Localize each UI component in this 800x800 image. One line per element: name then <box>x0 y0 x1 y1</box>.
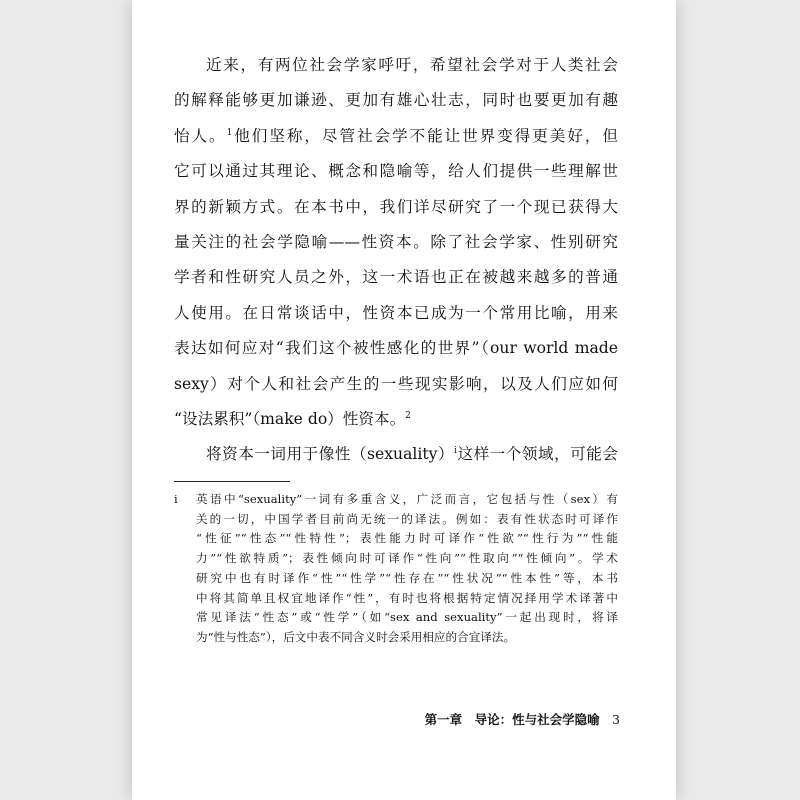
body-line <box>174 331 618 366</box>
footnote-line: “性征”“性态”“性特性”；表性能力时可译作“性欲”“性行为”“性能 <box>196 531 618 546</box>
body-line-text: “设法累积”（make do）性资本。 <box>174 409 406 428</box>
footnote-reference[interactable]: 1 <box>226 127 233 138</box>
running-footer <box>425 710 620 728</box>
body-text <box>174 48 618 473</box>
book-page <box>132 0 676 800</box>
footnote-text <box>196 490 618 648</box>
body-line-text: 它可以通过其理论、概念和隐喻等，给人们提供一些理解世 <box>174 162 618 181</box>
footnote-line: 研究中也有时译作“性”“性学”“性存在”“性状况”“性本性”等，本书 <box>196 570 618 585</box>
footnote-line: 力”“性欲特质”；表性倾向时可译作“性向”“性取向”“性倾向”。学术 <box>196 551 618 566</box>
footnote-reference[interactable]: 2 <box>405 410 411 421</box>
body-line <box>174 437 618 472</box>
body-line-text: 这样一个领域，可能会 <box>456 445 618 464</box>
body-line <box>174 190 618 225</box>
body-line-text: 的解释能够更加谦逊、更加有雄心壮志，同时也要更加有趣 <box>174 91 618 110</box>
body-line-text: sexy）对个人和社会产生的一些现实影响，以及人们应如何 <box>174 374 618 393</box>
body-line <box>174 225 618 260</box>
body-line-text: 学者和性研究人员之外，这一术语也正在被越来越多的普通 <box>174 268 618 287</box>
footnote-reference[interactable]: i <box>454 446 457 457</box>
footnote-marker: i <box>174 492 178 506</box>
body-line-text: 人使用。在日常谈话中，性资本已成为一个常用比喻，用来 <box>174 303 618 322</box>
body-line <box>174 119 618 154</box>
body-line <box>174 48 618 83</box>
footnote-separator <box>174 481 290 482</box>
body-line <box>174 260 618 295</box>
body-line-text: 将资本一词用于像性（sexuality） <box>206 445 455 464</box>
page-number: 3 <box>612 712 620 727</box>
footnote-line: 英语中“sexuality”一词有多重含义，广泛而言，它包括与性（sex）有 <box>196 492 618 506</box>
body-line-text: 界的新颖方式。在本书中，我们详尽研究了一个现已获得大 <box>174 197 618 216</box>
body-line-text: 近来，有两位社会学家呼吁，希望社会学对于人类社会 <box>206 56 618 74</box>
body-line-text: 量关注的社会学隐喻——性资本。除了社会学家、性别研究 <box>174 232 618 251</box>
footnote-line: 常见译法“性态”或“性学”（如“sex and sexuality”一起出现时，将译 <box>196 610 618 625</box>
footnote <box>174 490 618 648</box>
footnote-line: 中将其简单且权宜地译作“性”，有时也将根据特定情况择用学术译著中 <box>196 590 618 605</box>
body-line <box>174 83 618 118</box>
footnote-line: 为“性与性态”），后文中表不同含义时会采用相应的合宜译法。 <box>196 629 516 644</box>
body-line-text: 他们坚称，尽管社会学不能让世界变得更美好，但 <box>232 126 618 145</box>
body-line <box>174 367 618 402</box>
body-line-text: 表达如何应对“我们这个被性感化的世界”（our world made <box>174 339 618 358</box>
body-line-text: 怡人。 <box>174 126 227 145</box>
body-line <box>174 296 618 331</box>
running-head: 第一章 导论：性与社会学隐喻 <box>424 712 600 727</box>
body-line <box>174 154 618 189</box>
body-line <box>174 402 618 437</box>
footnote-line: 关的一切，中国学者目前尚无统一的译法。例如：表有性状态时可译作 <box>196 511 618 526</box>
